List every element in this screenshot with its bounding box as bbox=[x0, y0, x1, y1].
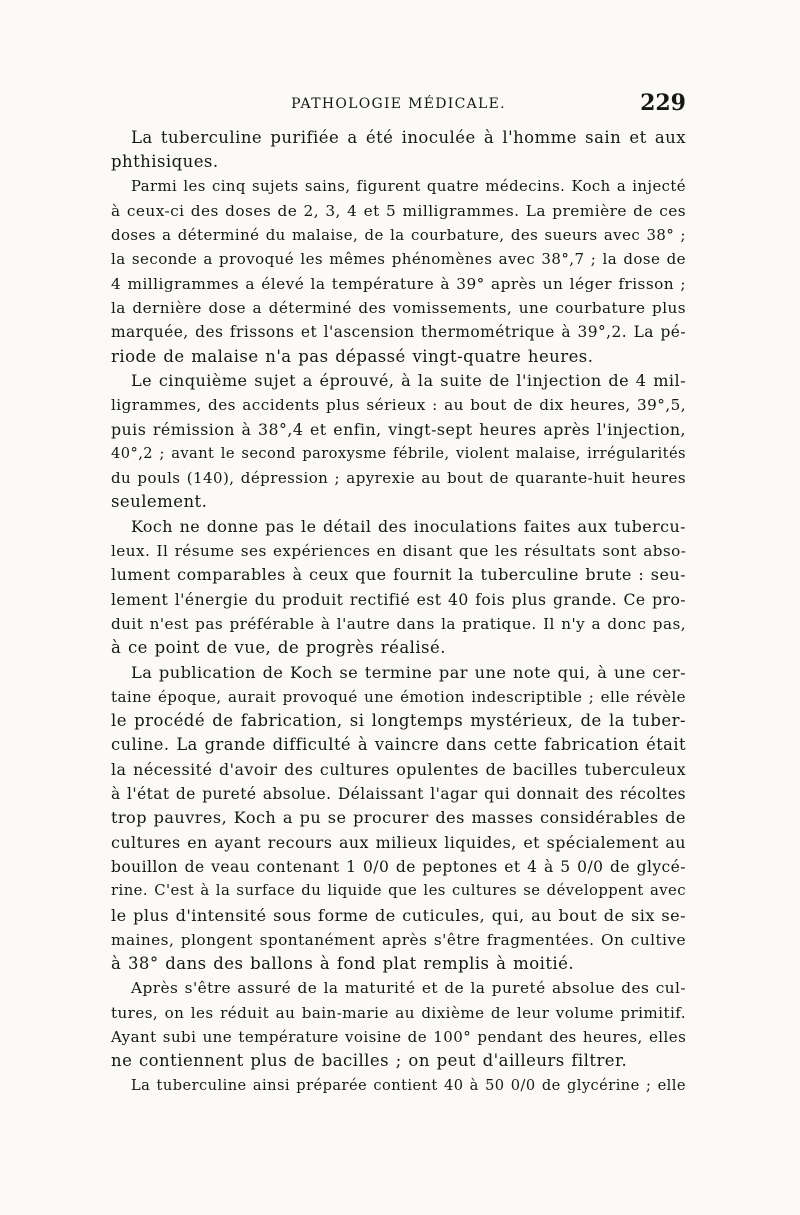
text-line: leux. Il résume ses expériences en disant que les résultats sont abso- bbox=[111, 542, 687, 561]
text-line: à ce point de vue, de progrès réalisé. bbox=[111, 638, 446, 658]
text-line: à 38° dans des ballons à fond plat remplis à moitié. bbox=[111, 954, 575, 974]
text-line: culine. La grande difficulté à vaincre dans cette fabrication était bbox=[111, 735, 686, 755]
text-line: trop pauvres, Koch a pu se procurer des masses considérables de bbox=[111, 808, 686, 828]
text-line: marquée, des frissons et l'ascension thermométrique à 39°,2. La pé- bbox=[111, 323, 686, 342]
body-text bbox=[111, 126, 686, 1098]
text-line: puis rémission à 38°,4 et enfin, vingt-sept heures après l'injection, bbox=[111, 419, 686, 439]
text-line: cultures en ayant recours aux milieux liquides, et spécialement au bbox=[111, 832, 686, 852]
text-line: La publication de Koch se termine par une note qui, à une cer- bbox=[131, 662, 686, 682]
paragraph bbox=[111, 126, 686, 175]
text-line: seulement. bbox=[111, 492, 208, 512]
text-line: tures, on les réduit au bain-marie au dixième de leur volume primitif. bbox=[111, 1003, 686, 1022]
text-line: du pouls (140), dépression ; apyrexie au bout de quarante-huit heures bbox=[111, 469, 686, 488]
text-line: phthisiques. bbox=[111, 152, 219, 172]
text-line: lement l'énergie du produit rectifié est 40 fois plus grande. Ce pro- bbox=[111, 590, 686, 609]
text-line: la nécessité d'avoir des cultures opulentes de bacilles tuberculeux bbox=[111, 759, 686, 779]
text-line: rine. C'est à la surface du liquide que les cultures se développent avec bbox=[111, 882, 686, 900]
text-line: Ayant subi une température voisine de 100° pendant des heures, elles bbox=[111, 1027, 687, 1046]
paragraph bbox=[111, 976, 686, 1073]
paragraph bbox=[111, 1074, 686, 1098]
text-line: à ceux-ci des doses de 2, 3, 4 et 5 milligrammes. La première de ces bbox=[111, 201, 687, 220]
paragraph bbox=[111, 175, 686, 369]
text-line: ligrammes, des accidents plus sérieux : au bout de dix heures, 39°,5, bbox=[111, 396, 686, 415]
text-line: à l'état de pureté absolue. Délaissant l'agar qui donnait des récoltes bbox=[111, 785, 686, 804]
text-line: 40°,2 ; avant le second paroxysme fébrile, violent malaise, irrégularités bbox=[111, 444, 686, 462]
text-line: le procédé de fabrication, si longtemps mystérieux, de la tuber- bbox=[111, 711, 686, 731]
paragraph bbox=[111, 661, 686, 977]
text-line: lument comparables à ceux que fournit la tuberculine brute : seu- bbox=[111, 565, 686, 585]
text-line: taine époque, aurait provoqué une émotion indescriptible ; elle révèle bbox=[111, 687, 686, 706]
paragraph bbox=[111, 369, 686, 515]
text-line: riode de malaise n'a pas dépassé vingt-quatre heures. bbox=[111, 346, 594, 366]
text-line: ne contiennent plus de bacilles ; on peut d'ailleurs filtrer. bbox=[111, 1051, 628, 1071]
text-line: bouillon de veau contenant 1 0/0 de peptones et 4 à 5 0/0 de glycé- bbox=[111, 857, 686, 876]
text-line: La tuberculine purifiée a été inoculée à l'homme sain et aux bbox=[131, 128, 686, 147]
text-line: la dernière dose a déterminé des vomissements, une courbature plus bbox=[111, 299, 686, 318]
text-line: Le cinquième sujet a éprouvé, à la suite de l'injection de 4 mil- bbox=[131, 370, 686, 390]
text-line: la seconde a provoqué les mêmes phénomènes avec 38°,7 ; la dose de bbox=[111, 250, 686, 269]
text-line: Parmi les cinq sujets sains, figurent quatre médecins. Koch a injecté bbox=[131, 177, 686, 195]
text-line: 4 milligrammes a élevé la température à 39° après un léger frisson ; bbox=[111, 274, 687, 293]
running-title: PATHOLOGIE MÉDICALE. bbox=[291, 96, 506, 112]
text-line: maines, plongent spontanément après s'être fragmentées. On cultive bbox=[111, 930, 686, 949]
running-head bbox=[111, 92, 686, 126]
paragraph bbox=[111, 515, 686, 661]
page-number: 229 bbox=[640, 90, 686, 116]
text-line: le plus d'intensité sous forme de cuticules, qui, au bout de six se- bbox=[111, 905, 686, 925]
text-line: duit n'est pas préférable à l'autre dans la pratique. Il n'y a donc pas, bbox=[111, 614, 686, 633]
text-line: Koch ne donne pas le détail des inoculations faites aux tubercu- bbox=[131, 516, 686, 536]
text-line: doses a déterminé du malaise, de la courbature, des sueurs avec 38° ; bbox=[111, 226, 686, 245]
text-line: Après s'être assuré de la maturité et de la pureté absolue des cul- bbox=[131, 979, 686, 998]
book-page bbox=[111, 92, 686, 1098]
text-line: La tuberculine ainsi préparée contient 40 à 50 0/0 de glycérine ; elle bbox=[131, 1076, 686, 1094]
